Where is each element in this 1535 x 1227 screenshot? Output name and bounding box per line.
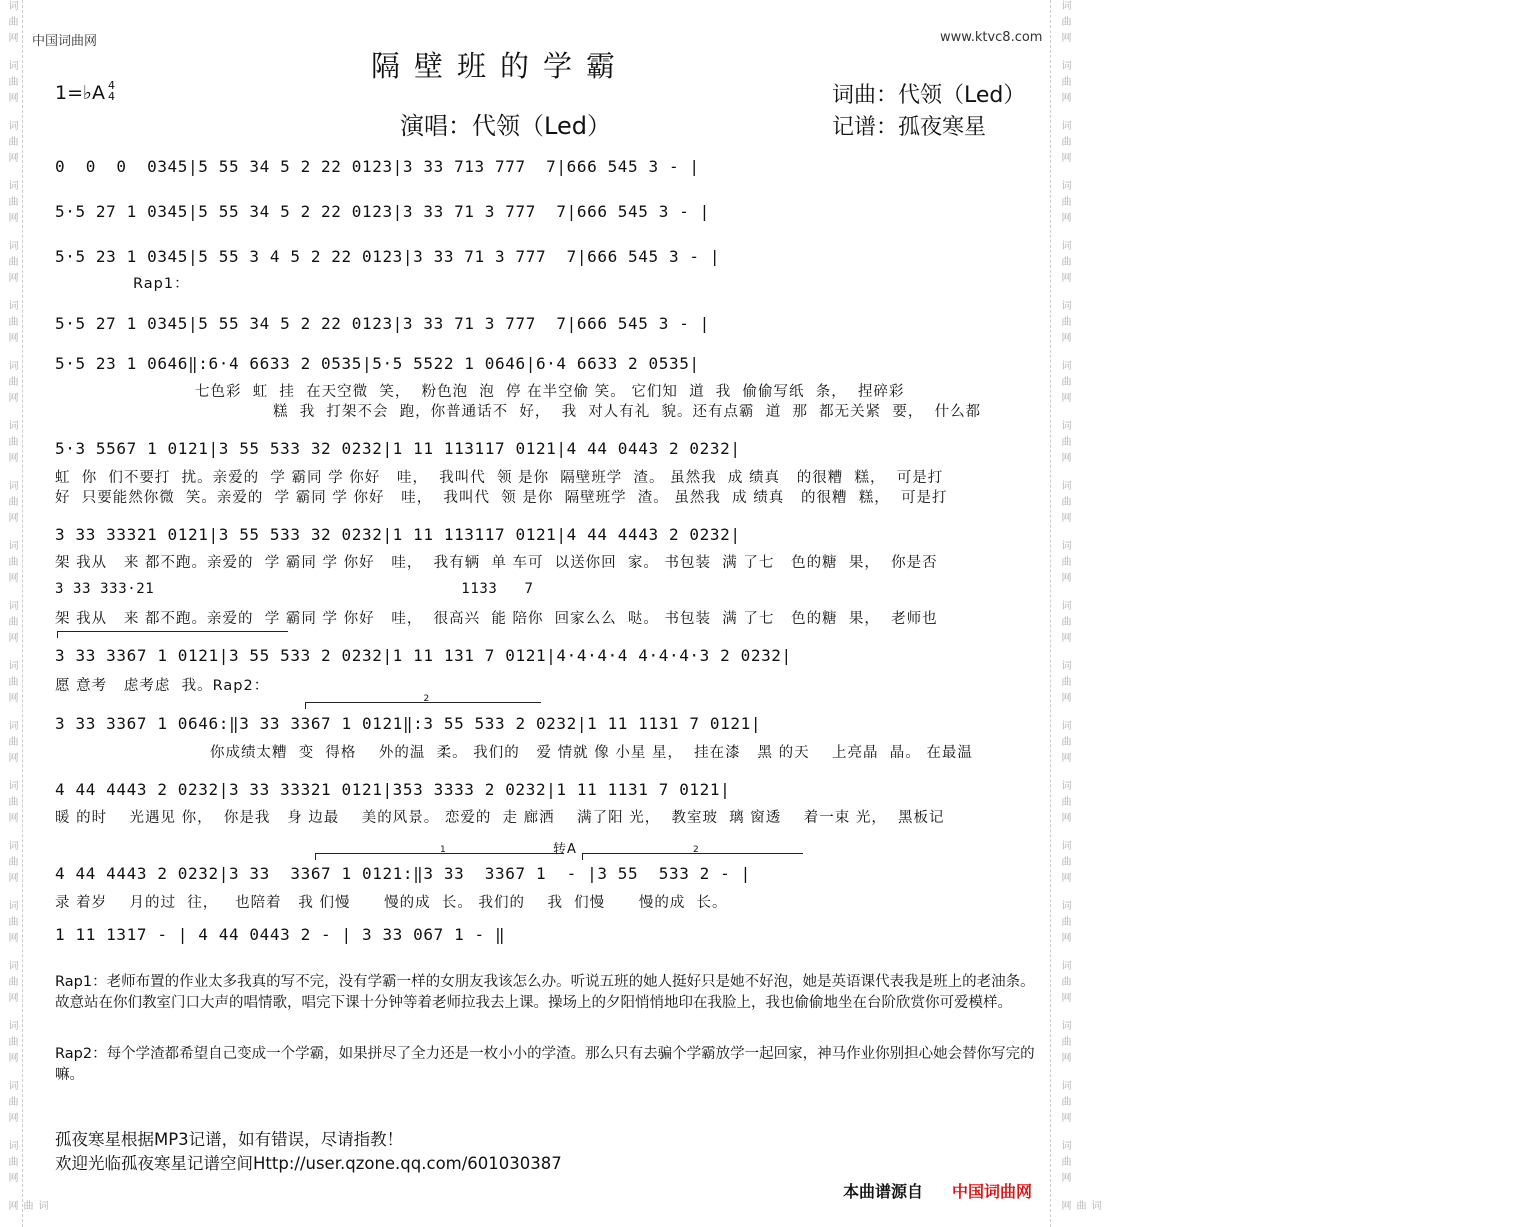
singer: 演唱：代领（Led） xyxy=(400,112,611,140)
notation-row: 5·5 27 1 0345|5 55 34 5 2 22 0123|3 33 71 3 777 7|666 545 3 - | xyxy=(55,202,710,221)
side-watermark: 词曲网 xyxy=(1059,960,1070,1008)
volta-number: 2 xyxy=(693,845,699,855)
site-name-left: 中国词曲网 xyxy=(32,34,98,49)
source-label: 本曲谱源自 xyxy=(843,1182,924,1201)
notation-row: 5·5 23 1 0345|5 55 3 4 5 2 22 0123|3 33 71 3 777 7|666 545 3 - | xyxy=(55,247,721,266)
side-watermark: 词曲网 xyxy=(6,180,17,228)
side-watermark: 词曲网 xyxy=(6,300,17,348)
volta-bracket-2 xyxy=(582,845,803,860)
side-watermark: 词曲网 xyxy=(1059,780,1070,828)
side-watermark: 词曲网 xyxy=(6,60,17,108)
lyricist-composer: 词曲：代领（Led） xyxy=(832,83,1026,108)
side-watermark: 词曲网 xyxy=(6,780,17,828)
key-signature: 1=♭A xyxy=(55,82,105,104)
side-watermark: 词曲网 xyxy=(1059,540,1070,588)
rap1-text: Rap1：老师布置的作业太多我真的写不完，没有学霸一样的女朋友我该怎么办。听说五班的她人挺好只是她不好泡，她是英语课代表我是班上的老油条。故意站在你们教室门口大声的唱情歌，唱完下课十分钟等着老师拉我去上课。操场上的夕阳悄悄地印在我脸上，我也偷偷地坐在台阶欣赏你可爱模样。 xyxy=(55,974,1035,1011)
notation-row: 0 0 0 0345|5 55 34 5 2 22 0123|3 33 713 777 7|666 545 3 - | xyxy=(55,157,700,176)
side-watermark: 词曲网 xyxy=(6,960,17,1008)
side-watermark: 词曲网 xyxy=(1059,120,1070,168)
side-watermark: 词曲网 xyxy=(1059,660,1070,708)
time-top: 4 xyxy=(108,79,115,92)
transcriber: 记谱：孤夜寒星 xyxy=(832,115,987,140)
side-watermark: 词曲网 xyxy=(6,600,17,648)
side-watermark: 词曲网 xyxy=(1059,180,1070,228)
footer-link[interactable]: 欢迎光临孤夜寒星记谱空间Http://user.qzone.qq.com/601030387 xyxy=(55,1154,562,1173)
right-watermark-strip xyxy=(1050,0,1100,1227)
footer-note: 孤夜寒星根据MP3记谱，如有错误，尽请指教！ xyxy=(55,1130,404,1149)
notation-row: 4 44 4443 2 0232|3 33 3367 1 0121:‖3 33 3367 1 - |3 55 533 2 - | xyxy=(55,864,751,883)
site-url-right: www.ktvc8.com xyxy=(940,30,1043,45)
side-watermark: 词曲网 xyxy=(1059,1140,1070,1188)
side-watermark: 词曲网 xyxy=(6,1200,47,1216)
side-watermark: 词曲网 xyxy=(6,1140,17,1188)
side-watermark: 词曲网 xyxy=(1059,360,1070,408)
side-watermark: 词曲网 xyxy=(1059,840,1070,888)
notation-row: 3 33 33321 0121|3 55 533 32 0232|1 11 113117 0121|4 44 4443 2 0232| xyxy=(55,525,741,544)
side-watermark: 词曲网 xyxy=(6,840,17,888)
rap1-marker: Rap1： xyxy=(133,276,190,292)
lyric-line: 暖 的时 光遇见 你， 你是我 身 边最 美的风景。 恋爱的 走 廊洒 满了阳 光， 教室玻 璃 窗透 着一束 光， 黑板记 xyxy=(55,810,945,826)
notation-row: 1 11 1317 - | 4 44 0443 2 - | 3 33 067 1 - ‖ xyxy=(55,925,506,944)
volta-bracket-1 xyxy=(315,845,564,860)
side-watermark: 词曲网 xyxy=(1059,480,1070,528)
notation-row: 5·5 23 1 0646‖:6·4 6633 2 0535|5·5 5522 1 0646|6·4 6633 2 0535| xyxy=(55,354,700,373)
side-watermark: 词曲网 xyxy=(1059,1200,1100,1216)
source-site[interactable]: 中国词曲网 xyxy=(952,1182,1033,1201)
left-watermark-strip xyxy=(0,0,47,1227)
time-signature xyxy=(108,80,115,102)
side-watermark: 词曲网 xyxy=(1059,720,1070,768)
side-watermark: 词曲网 xyxy=(6,540,17,588)
side-watermark: 词曲网 xyxy=(1059,420,1070,468)
side-watermark: 词曲网 xyxy=(6,240,17,288)
side-watermark: 词曲网 xyxy=(1059,300,1070,348)
volta-bracket-2 xyxy=(305,694,541,709)
side-watermark: 词曲网 xyxy=(1059,1080,1070,1128)
side-watermark: 词曲网 xyxy=(6,1080,17,1128)
lyric-line: 好 只要能然你微 笑。亲爱的 学 霸同 学 你好 哇， 我叫代 领 是你 隔壁班学 渣。 虽然我 成 绩真 的很糟 糕， 可是打 xyxy=(55,490,948,506)
notation-row: 3 33 3367 1 0121|3 55 533 2 0232|1 11 131 7 0121|4·4·4·4 4·4·4·3 2 0232| xyxy=(55,646,792,665)
lyric-line: 糕 我 打架不会 跑，你普通话不 好， 我 对人有礼 貌。还有点霸 道 那 都无关紧 要， 什么都 xyxy=(273,404,982,420)
notation-row: 4 44 4443 2 0232|3 33 33321 0121|353 3333 2 0232|1 11 1131 7 0121| xyxy=(55,780,731,799)
lyric-line: 架 我从 来 都不跑。亲爱的 学 霸同 学 你好 哇， 我有辆 单 车可 以送你回 家。 书包装 满 了七 色的糖 果， 你是否 xyxy=(55,555,938,571)
song-title: 隔壁班的学霸 xyxy=(370,49,629,83)
side-watermark: 词曲网 xyxy=(1059,600,1070,648)
side-watermark: 词曲网 xyxy=(6,420,17,468)
lyric-line: 录 着岁 月的过 往， 也陪着 我 们慢 慢的成 长。 我们的 我 们慢 慢的成 长。 xyxy=(55,895,728,911)
notation-row: 5·5 27 1 0345|5 55 34 5 2 22 0123|3 33 71 3 777 7|666 545 3 - | xyxy=(55,314,710,333)
rap2-text: Rap2：每个学渣都希望自己变成一个学霸，如果拼尽了全力还是一枚小小的学渣。那么只有去骗个学霸放学一起回家，神马作业你别担心她会替你写完的嘛。 xyxy=(55,1046,1035,1083)
side-watermark: 词曲网 xyxy=(6,1020,17,1068)
side-watermark: 词曲网 xyxy=(6,120,17,168)
volta-number: 2 xyxy=(423,694,430,704)
side-watermark: 词曲网 xyxy=(1059,0,1070,48)
lyric-line: 你成绩太糟 变 得格 外的温 柔。 我们的 爱 情就 像 小星 星， 挂在漆 黑 的天 上亮晶 晶。 在最温 xyxy=(210,745,973,761)
notation-row: 3 33 3367 1 0646:‖3 33 3367 1 0121‖:3 55 533 2 0232|1 11 1131 7 0121| xyxy=(55,714,762,733)
side-watermark: 词曲网 xyxy=(6,360,17,408)
side-watermark: 词曲网 xyxy=(1059,240,1070,288)
notation-row: 5·3 5567 1 0121|3 55 533 32 0232|1 11 113117 0121|4 44 0443 2 0232| xyxy=(55,439,741,458)
side-watermark: 词曲网 xyxy=(6,720,17,768)
notation-row: 3 33 333·21 1133 7 xyxy=(55,581,534,597)
volta-bracket-1 xyxy=(57,631,288,638)
volta-number: 1 xyxy=(440,845,446,855)
lyric-line: 愿 意考 虑考虑 我。Rap2： xyxy=(55,678,270,694)
lyric-line: 虹 你 们不要打 扰。亲爱的 学 霸同 学 你好 哇， 我叫代 领 是你 隔壁班学 渣。 虽然我 成 绩真 的很糟 糕， 可是打 xyxy=(55,470,944,486)
side-watermark: 词曲网 xyxy=(6,0,17,48)
side-watermark: 词曲网 xyxy=(6,480,17,528)
side-watermark: 词曲网 xyxy=(6,660,17,708)
side-watermark: 词曲网 xyxy=(6,900,17,948)
lyric-line: 架 我从 来 都不跑。亲爱的 学 霸同 学 你好 哇， 很高兴 能 陪你 回家么么 哒。 书包装 满 了七 色的糖 果， 老师也 xyxy=(55,611,938,627)
side-watermark: 词曲网 xyxy=(1059,60,1070,108)
modulation-mark: 转A xyxy=(553,842,577,857)
time-bottom: 4 xyxy=(108,90,115,103)
side-watermark: 词曲网 xyxy=(1059,1020,1070,1068)
lyric-line: 七色彩 虹 挂 在天空微 笑， 粉色泡 泡 停 在半空偷 笑。 它们知 道 我 偷偷写纸 条， 捏碎彩 xyxy=(195,384,905,400)
side-watermark: 词曲网 xyxy=(1059,900,1070,948)
